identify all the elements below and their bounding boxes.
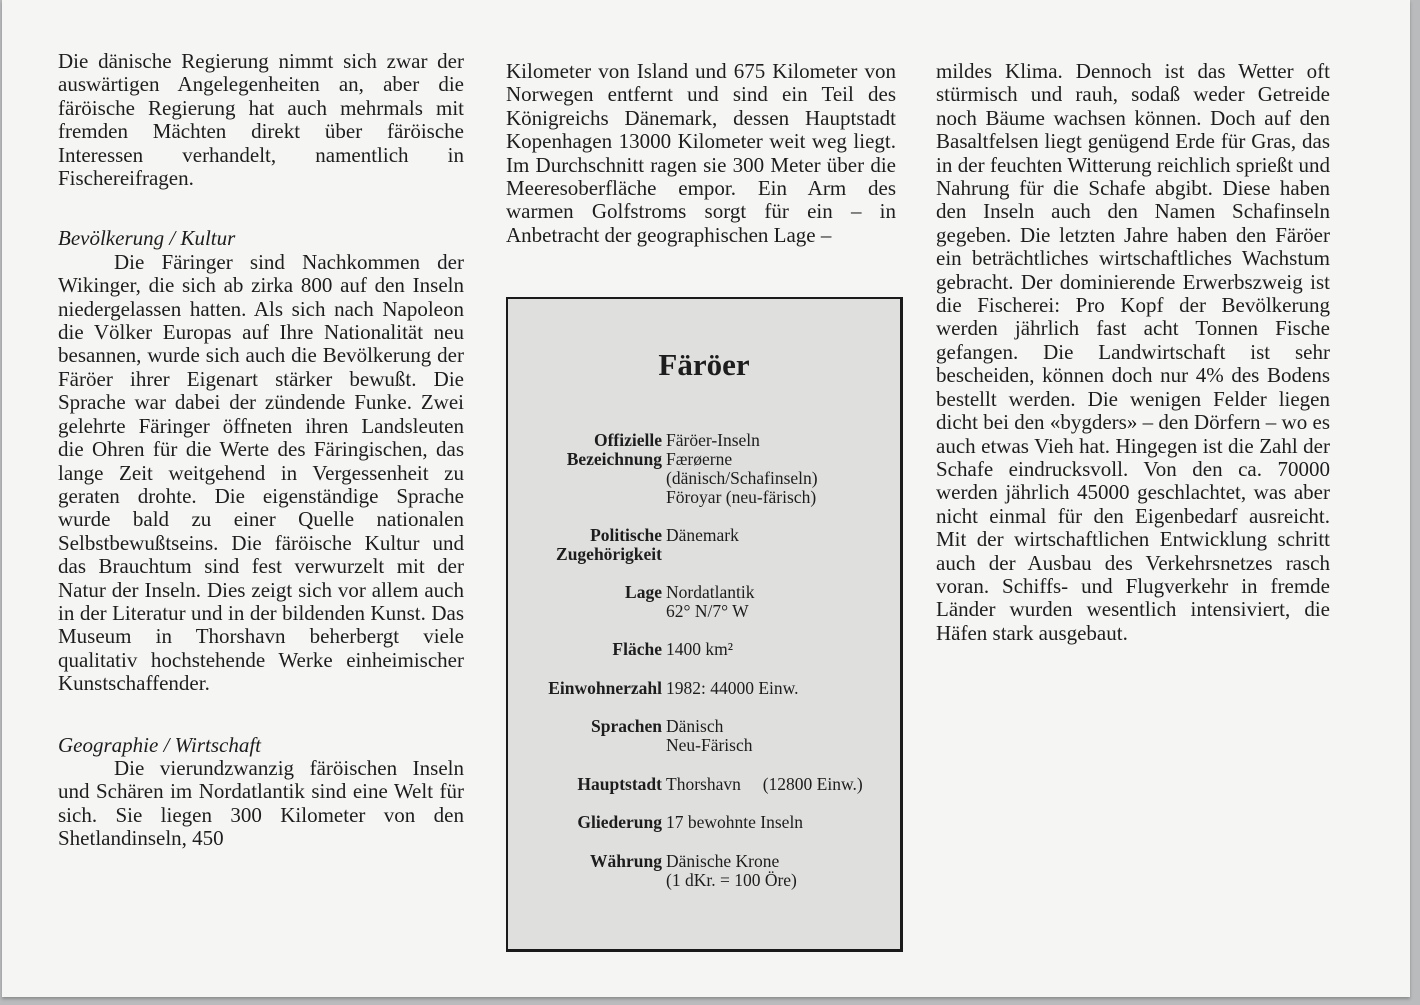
middle-paragraph: Kilometer von Island und 675 Kilometer von Norwegen entfernt und sind ein Teil des Königreichs Dänemark, dessen Hauptstadt Kopenhagen 13000 Kilometer weit weg liegt. Im Durchschnitt ragen sie 300 Meter über die Meeresoberfläche empor. Ein Arm des warmen Golfstroms sorgt für ein – in Anbetracht der geographischen Lage –: [506, 59, 896, 247]
fact-key: Sprachen: [591, 716, 662, 736]
right-paragraph: mildes Klima. Dennoch ist das Wetter oft stürmisch und rauh, sodaß weder Getreide noch Bäume wachsen können. Doch auf den Basaltfelsen liegt genügend Erde für Gras, das in der feuchten Witterung reichlich sprießt und Nahrung für die Schafe abgibt. Diese haben den Inseln auch den Namen Schafinseln gegeben. Die letzten Jahre haben den Färöer ein beträchtliches wirtschaftliches Wachstum gebracht. Der dominierende Erwerbszweig ist die Fischerei: Pro Kopf der Bevölkerung werden jährlich fast acht Tonnen Fische gefangen. Die Landwirtschaft ist sehr bescheiden, können doch nur 4% des Bodens bestellt werden. Die wenigen Felder liegen dicht bei den «bygders» – den Dörfern – wo es auch etwas Vieh hat. Hingegen ist die Zahl der Schafe eindrucksvoll. Von den ca. 70000 werden jährlich 45000 geschlachtet, was aber nicht einmal für den Eigenbedarf ausreicht. Mit der wirtschaftlichen Entwicklung schritt auch der Ausbau des Verkehrsnetzes rasch voran. Schiffs- und Flugverkehr in fremde Länder wurden wesentlich intensiviert, die Häfen stark ausgebaut.: [936, 59, 1330, 645]
section-heading-geographie: Geographie / Wirtschaft: [58, 732, 261, 757]
fact-value: Dänische Krone (1 dKr. = 100 Öre): [666, 851, 797, 890]
fact-key: Fläche: [612, 639, 662, 659]
intro-paragraph: Die dänische Regierung nimmt sich zwar der auswärtigen Angelegenheiten an, aber die färöische Regierung hat auch mehrmals mit fremden Mächten direkt über färöische Interessen verhandelt, namentlich in Fischereifragen.: [58, 49, 464, 191]
fact-key: Lage: [625, 582, 662, 602]
fact-box: [506, 297, 903, 952]
document-page: [2, 0, 1410, 997]
fact-value: Dänemark: [666, 525, 739, 545]
fact-value: 1400 km²: [666, 639, 733, 659]
fact-value: Nordatlantik 62° N/7° W: [666, 582, 755, 621]
fact-value: 17 bewohnte Inseln: [666, 812, 804, 832]
text-column-left: [58, 50, 464, 851]
fact-key: Hauptstadt: [577, 774, 662, 794]
fact-box-title: Färöer: [658, 347, 750, 382]
fact-value: Dänisch Neu-Färisch: [666, 716, 753, 755]
text-column-right: [936, 60, 1330, 645]
fact-key: Einwohnerzahl: [548, 678, 662, 698]
geographie-paragraph: Die vierundzwanzig färöischen Inseln und Schären im Nordatlantik sind eine Welt für sich. Sie liegen 300 Kilometer von den Shetlandinseln, 450: [58, 755, 464, 851]
fact-key: Offizielle Bezeichnung: [566, 430, 662, 469]
text-column-middle: [506, 60, 896, 247]
fact-key: Gliederung: [577, 812, 662, 832]
fact-value: 1982: 44000 Einw.: [666, 678, 799, 698]
kultur-paragraph: Die Färinger sind Nachkommen der Wikinger, die sich ab zirka 800 auf den Inseln niedergelassen hatten. Als sich nach Napoleon die Völker Europas auf Ihre Nationalität neu besannen, wurde sich auch die Bevölkerung der Färöer ihrer Eigenart stärker bewußt. Die Sprache war dabei der zündende Funke. Zwei gelehrte Färinger öffneten ihren Landsleuten die Ohren für die Werte des Färingischen, das lange Zeit weitgehend in Vergessenheit zu geraten drohte. Die eigenständige Sprache wurde bald zu einer Quelle nationalen Selbstbewußtseins. Die färöische Kultur und das Brauchtum sind fest verwurzelt mit der Natur der Inseln. Dies zeigt sich vor allem auch in der Literatur und in der bildenden Kunst. Das Museum in Thorshavn beherbergt viele qualitativ hochstehende Werke einheimischer Kunstschaffender.: [58, 249, 464, 696]
fact-value: Färöer-Inseln Færøerne (dänisch/Schafinseln) Föroyar (neu-färisch): [666, 430, 818, 507]
section-heading-kultur: Bevölkerung / Kultur: [58, 226, 236, 251]
fact-value: Thorshavn (12800 Einw.): [666, 774, 863, 794]
fact-key: Währung: [590, 851, 662, 871]
fact-key: Politische Zugehörigkeit: [556, 525, 662, 564]
